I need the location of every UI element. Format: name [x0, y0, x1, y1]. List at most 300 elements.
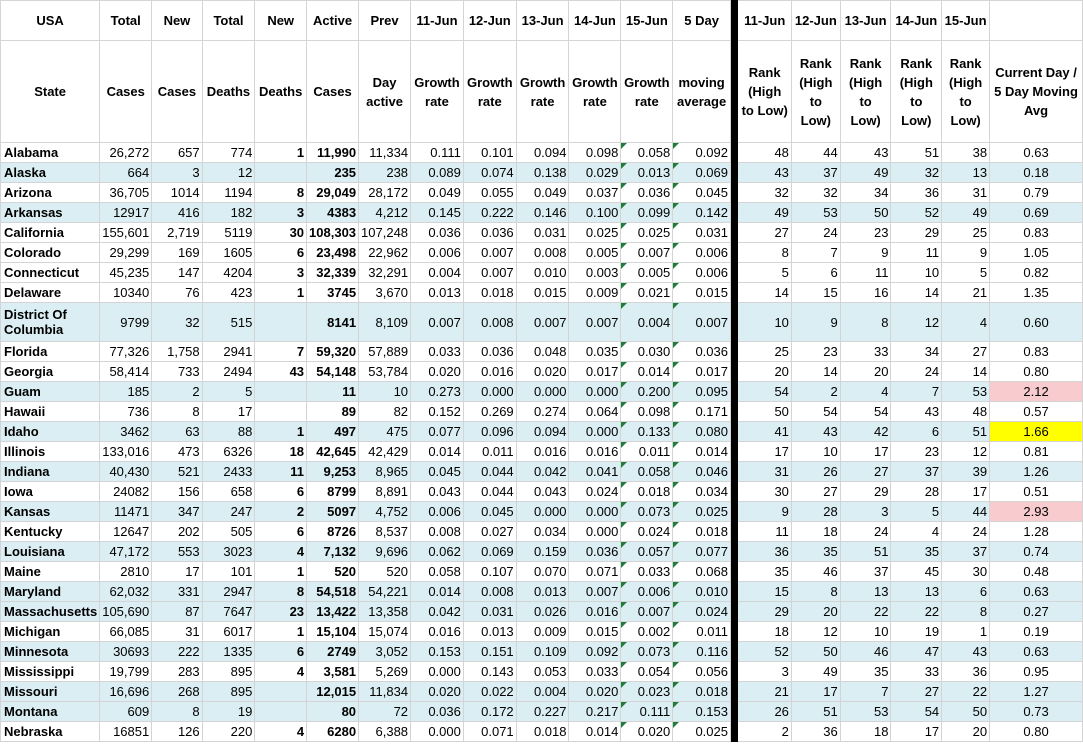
data-cell: 0.006 [411, 243, 464, 263]
state-name-cell: Idaho [1, 422, 100, 442]
current-vs-avg-cell: 0.60 [990, 303, 1083, 342]
state-name-cell: Florida [1, 342, 100, 362]
data-cell: 32,339 [307, 263, 359, 283]
data-cell: 77,326 [100, 342, 152, 362]
data-cell: 6 [255, 522, 307, 542]
state-name-cell: Indiana [1, 462, 100, 482]
state-name-cell: Alabama [1, 143, 100, 163]
data-cell: 11 [307, 382, 359, 402]
data-cell: 0.058 [621, 143, 673, 163]
data-cell: 0.274 [516, 402, 569, 422]
rank-cell: 33 [840, 342, 891, 362]
data-cell: 0.107 [463, 562, 516, 582]
header-label-cell-11: Growth rate [621, 41, 673, 143]
data-cell: 82 [359, 402, 411, 422]
header-label-cell-6: Day active [359, 41, 411, 143]
data-cell: 1 [255, 622, 307, 642]
data-cell: 0.016 [569, 442, 621, 462]
rank-cell: 37 [891, 462, 942, 482]
data-cell: 57,889 [359, 342, 411, 362]
rank-cell: 36 [738, 542, 791, 562]
current-vs-avg-cell: 0.51 [990, 482, 1083, 502]
data-cell: 0.007 [463, 243, 516, 263]
rank-cell: 5 [891, 502, 942, 522]
data-cell: 0.007 [673, 303, 731, 342]
rank-cell: 14 [891, 283, 942, 303]
rank-cell: 4 [840, 382, 891, 402]
data-cell: 12647 [100, 522, 152, 542]
rank-cell: 23 [891, 442, 942, 462]
rank-cell: 20 [791, 602, 840, 622]
data-cell: 521 [152, 462, 202, 482]
table-row [1, 382, 1083, 402]
rank-cell: 24 [840, 522, 891, 542]
data-cell: 0.000 [569, 502, 621, 522]
data-cell: 0.092 [569, 642, 621, 662]
data-cell: 43 [255, 362, 307, 382]
data-cell: 30693 [100, 642, 152, 662]
data-cell: 42,645 [307, 442, 359, 462]
data-cell: 3 [255, 263, 307, 283]
data-cell: 895 [202, 682, 255, 702]
data-cell: 0.043 [516, 482, 569, 502]
data-cell: 0.024 [621, 522, 673, 542]
data-cell: 42,429 [359, 442, 411, 462]
data-cell: 0.007 [621, 243, 673, 263]
rank-cell: 27 [791, 482, 840, 502]
header-top-cell-8: 12-Jun [463, 1, 516, 41]
header-top-cell-7: 11-Jun [411, 1, 464, 41]
rank-cell: 7 [840, 682, 891, 702]
data-cell: 6 [255, 243, 307, 263]
state-name-cell: Kentucky [1, 522, 100, 542]
rank-cell: 18 [791, 522, 840, 542]
rank-cell: 17 [942, 482, 990, 502]
rank-cell: 21 [942, 283, 990, 303]
table-row [1, 722, 1083, 742]
table-row [1, 342, 1083, 362]
data-cell: 0.017 [673, 362, 731, 382]
data-cell: 423 [202, 283, 255, 303]
data-cell: 54,518 [307, 582, 359, 602]
data-cell: 0.171 [673, 402, 731, 422]
data-cell: 62,032 [100, 582, 152, 602]
data-cell: 1 [255, 422, 307, 442]
header-label-cell-3: Deaths [202, 41, 255, 143]
table-row [1, 143, 1083, 163]
header-label-cell-5: Cases [307, 41, 359, 143]
data-cell: 0.073 [621, 642, 673, 662]
data-cell: 222 [152, 642, 202, 662]
data-cell: 0.008 [411, 522, 464, 542]
rank-cell: 1 [942, 622, 990, 642]
data-cell: 7,132 [307, 542, 359, 562]
data-cell: 16,696 [100, 682, 152, 702]
data-cell: 0.031 [463, 602, 516, 622]
data-cell: 36,705 [100, 183, 152, 203]
data-cell: 0.111 [621, 702, 673, 722]
data-cell: 0.200 [621, 382, 673, 402]
data-cell: 0.035 [569, 342, 621, 362]
data-cell: 0.145 [411, 203, 464, 223]
header-top-cell-2: New [152, 1, 202, 41]
current-vs-avg-cell: 0.82 [990, 263, 1083, 283]
data-cell: 0.071 [463, 722, 516, 742]
current-vs-avg-cell: 2.12 [990, 382, 1083, 402]
state-name-cell: Georgia [1, 362, 100, 382]
data-cell: 11,834 [359, 682, 411, 702]
rank-cell: 45 [891, 562, 942, 582]
rank-cell: 24 [891, 362, 942, 382]
data-cell: 238 [359, 163, 411, 183]
divider-column [730, 522, 737, 542]
divider-column [730, 263, 737, 283]
state-name-cell: Connecticut [1, 263, 100, 283]
header-top-cell-10: 14-Jun [569, 1, 621, 41]
data-cell: 0.005 [621, 263, 673, 283]
data-cell: 3,581 [307, 662, 359, 682]
rank-cell: 10 [840, 622, 891, 642]
data-cell: 107,248 [359, 223, 411, 243]
header-label-cell-1: Cases [100, 41, 152, 143]
data-cell: 0.007 [569, 582, 621, 602]
data-cell: 4204 [202, 263, 255, 283]
data-cell: 5,269 [359, 662, 411, 682]
rank-cell: 54 [791, 402, 840, 422]
rank-cell: 30 [738, 482, 791, 502]
table-row [1, 462, 1083, 482]
current-vs-avg-cell: 0.80 [990, 722, 1083, 742]
data-cell: 13,358 [359, 602, 411, 622]
rank-cell: 51 [791, 702, 840, 722]
data-cell: 347 [152, 502, 202, 522]
data-cell: 31 [152, 622, 202, 642]
current-vs-avg-cell: 0.18 [990, 163, 1083, 183]
rank-cell: 5 [738, 263, 791, 283]
data-cell: 0.014 [411, 442, 464, 462]
table-body [1, 143, 1083, 742]
rank-cell: 39 [942, 462, 990, 482]
divider-column [730, 243, 737, 263]
table-row [1, 642, 1083, 662]
rank-cell: 49 [738, 203, 791, 223]
data-cell: 40,430 [100, 462, 152, 482]
header-label-cell-12: moving average [673, 41, 731, 143]
data-cell: 0.111 [411, 143, 464, 163]
data-cell: 0.000 [569, 422, 621, 442]
rank-cell: 6 [791, 263, 840, 283]
data-cell: 11 [255, 462, 307, 482]
data-cell: 88 [202, 422, 255, 442]
data-cell: 5119 [202, 223, 255, 243]
rank-cell: 35 [738, 562, 791, 582]
rank-cell: 17 [891, 722, 942, 742]
data-cell: 4383 [307, 203, 359, 223]
table-row [1, 542, 1083, 562]
data-cell: 0.030 [621, 342, 673, 362]
data-cell: 0.014 [673, 442, 731, 462]
data-cell: 8141 [307, 303, 359, 342]
table-row [1, 263, 1083, 283]
data-cell: 0.094 [516, 143, 569, 163]
current-vs-avg-cell: 0.79 [990, 183, 1083, 203]
rank-cell: 43 [942, 642, 990, 662]
data-cell: 2947 [202, 582, 255, 602]
rank-cell: 43 [791, 422, 840, 442]
table-row [1, 303, 1083, 342]
data-cell: 0.013 [411, 283, 464, 303]
data-cell: 895 [202, 662, 255, 682]
current-vs-avg-cell: 0.63 [990, 642, 1083, 662]
data-cell: 23 [255, 602, 307, 622]
data-cell: 1335 [202, 642, 255, 662]
data-cell: 147 [152, 263, 202, 283]
data-cell: 0.020 [569, 682, 621, 702]
rank-cell: 9 [791, 303, 840, 342]
rank-cell: 36 [891, 183, 942, 203]
divider-column [730, 422, 737, 442]
rank-cell: 23 [840, 223, 891, 243]
rank-cell: 51 [840, 542, 891, 562]
rank-cell: 13 [891, 582, 942, 602]
data-cell: 0.153 [411, 642, 464, 662]
data-cell: 0.026 [516, 602, 569, 622]
data-cell: 8726 [307, 522, 359, 542]
data-cell: 0.004 [621, 303, 673, 342]
header-top-cell-3: Total [202, 1, 255, 41]
data-cell: 0.058 [411, 562, 464, 582]
data-cell: 0.057 [621, 542, 673, 562]
data-cell: 22,962 [359, 243, 411, 263]
data-cell: 0.000 [463, 382, 516, 402]
data-cell: 126 [152, 722, 202, 742]
rank-cell: 26 [791, 462, 840, 482]
data-cell: 774 [202, 143, 255, 163]
table-row [1, 283, 1083, 303]
data-cell: 1014 [152, 183, 202, 203]
data-cell: 0.010 [516, 263, 569, 283]
current-vs-avg-cell: 1.26 [990, 462, 1083, 482]
data-cell: 26,272 [100, 143, 152, 163]
table-row [1, 422, 1083, 442]
data-cell: 2941 [202, 342, 255, 362]
data-cell: 0.020 [411, 682, 464, 702]
header-top-cell-11: 15-Jun [621, 1, 673, 41]
header-label-cell-0: State [1, 41, 100, 143]
data-cell: 0.151 [463, 642, 516, 662]
rank-cell: 20 [942, 722, 990, 742]
current-vs-avg-cell: 1.66 [990, 422, 1083, 442]
header-row-1 [1, 1, 1083, 41]
divider-column [730, 342, 737, 362]
data-cell: 8 [152, 402, 202, 422]
data-cell: 0.048 [516, 342, 569, 362]
data-cell [255, 702, 307, 722]
table-row [1, 442, 1083, 462]
header-label-cell-8: Growth rate [463, 41, 516, 143]
divider-column [730, 482, 737, 502]
data-cell: 23,498 [307, 243, 359, 263]
header-label-cell-14: Rank (High to Low) [738, 41, 791, 143]
rank-cell: 11 [891, 243, 942, 263]
data-cell: 0.007 [569, 303, 621, 342]
rank-cell: 27 [738, 223, 791, 243]
data-cell: 0.044 [463, 462, 516, 482]
data-cell: 10 [359, 382, 411, 402]
data-cell: 0.046 [673, 462, 731, 482]
current-vs-avg-cell: 0.57 [990, 402, 1083, 422]
rank-cell: 15 [791, 283, 840, 303]
divider-column [730, 502, 737, 522]
header-row-2 [1, 41, 1083, 143]
data-cell: 0.015 [569, 622, 621, 642]
data-cell: 0.042 [411, 602, 464, 622]
current-vs-avg-cell: 0.48 [990, 562, 1083, 582]
current-vs-avg-cell: 0.83 [990, 223, 1083, 243]
rank-cell: 6 [942, 582, 990, 602]
data-cell: 0.100 [569, 203, 621, 223]
data-cell: 0.004 [516, 682, 569, 702]
data-cell: 0.043 [411, 482, 464, 502]
data-cell: 0.037 [569, 183, 621, 203]
current-vs-avg-cell: 0.74 [990, 542, 1083, 562]
table-row [1, 203, 1083, 223]
data-cell: 0.116 [673, 642, 731, 662]
data-cell [255, 402, 307, 422]
data-cell: 0.055 [463, 183, 516, 203]
rank-cell: 14 [791, 362, 840, 382]
header-label-cell-4: Deaths [255, 41, 307, 143]
data-cell: 0.015 [673, 283, 731, 303]
data-cell: 0.010 [673, 582, 731, 602]
data-cell: 6,388 [359, 722, 411, 742]
state-name-cell: Iowa [1, 482, 100, 502]
data-cell: 0.054 [621, 662, 673, 682]
data-cell: 6 [255, 642, 307, 662]
rank-cell: 27 [891, 682, 942, 702]
data-cell: 12 [202, 163, 255, 183]
data-cell: 0.070 [516, 562, 569, 582]
data-cell: 0.020 [411, 362, 464, 382]
data-cell: 268 [152, 682, 202, 702]
divider-column [730, 442, 737, 462]
data-cell: 3 [255, 203, 307, 223]
rank-cell: 18 [840, 722, 891, 742]
data-cell: 0.009 [569, 283, 621, 303]
data-cell: 8,109 [359, 303, 411, 342]
rank-cell: 29 [891, 223, 942, 243]
data-cell: 15,104 [307, 622, 359, 642]
header-top-cell-14: 11-Jun [738, 1, 791, 41]
data-cell: 28,172 [359, 183, 411, 203]
data-cell: 0.015 [516, 283, 569, 303]
data-cell: 2494 [202, 362, 255, 382]
rank-cell: 35 [791, 542, 840, 562]
data-cell: 0.013 [463, 622, 516, 642]
data-cell: 0.074 [463, 163, 516, 183]
rank-cell: 24 [791, 223, 840, 243]
data-cell: 0.045 [463, 502, 516, 522]
data-cell: 0.018 [673, 682, 731, 702]
data-cell: 0.031 [673, 223, 731, 243]
rank-cell: 8 [738, 243, 791, 263]
data-cell: 0.092 [673, 143, 731, 163]
data-cell: 0.217 [569, 702, 621, 722]
data-cell: 497 [307, 422, 359, 442]
data-cell: 0.222 [463, 203, 516, 223]
current-vs-avg-cell: 1.05 [990, 243, 1083, 263]
rank-cell: 7 [891, 382, 942, 402]
rank-cell: 17 [791, 682, 840, 702]
rank-cell: 5 [942, 263, 990, 283]
header-top-cell-5: Active [307, 1, 359, 41]
data-cell: 156 [152, 482, 202, 502]
rank-cell: 28 [791, 502, 840, 522]
data-cell: 736 [100, 402, 152, 422]
data-cell: 0.000 [516, 502, 569, 522]
data-cell: 0.034 [516, 522, 569, 542]
state-name-cell: Mississippi [1, 662, 100, 682]
data-cell: 416 [152, 203, 202, 223]
rank-cell: 18 [738, 622, 791, 642]
rank-cell: 25 [738, 342, 791, 362]
data-cell: 1 [255, 143, 307, 163]
rank-cell: 11 [840, 263, 891, 283]
rank-cell: 19 [891, 622, 942, 642]
data-cell: 0.014 [569, 722, 621, 742]
rank-cell: 35 [891, 542, 942, 562]
data-cell: 108,303 [307, 223, 359, 243]
header-top-cell-1: Total [100, 1, 152, 41]
data-cell: 0.011 [463, 442, 516, 462]
rank-cell: 28 [891, 482, 942, 502]
data-cell: 13,422 [307, 602, 359, 622]
data-cell: 0.152 [411, 402, 464, 422]
divider-column [730, 642, 737, 662]
header-label-cell-18: Rank (High to Low) [942, 41, 990, 143]
rank-cell: 11 [738, 522, 791, 542]
rank-cell: 6 [891, 422, 942, 442]
data-cell: 0.000 [516, 382, 569, 402]
data-cell: 45,235 [100, 263, 152, 283]
divider-column [730, 462, 737, 482]
table-row [1, 662, 1083, 682]
data-cell: 7647 [202, 602, 255, 622]
rank-cell: 53 [791, 203, 840, 223]
data-cell: 8,965 [359, 462, 411, 482]
rank-cell: 44 [791, 143, 840, 163]
rank-cell: 32 [738, 183, 791, 203]
data-cell: 0.002 [621, 622, 673, 642]
data-cell: 0.045 [673, 183, 731, 203]
rank-cell: 54 [840, 402, 891, 422]
divider-column [730, 41, 737, 143]
rank-cell: 36 [791, 722, 840, 742]
rank-cell: 4 [942, 303, 990, 342]
data-cell: 87 [152, 602, 202, 622]
rank-cell: 26 [738, 702, 791, 722]
data-cell: 0.016 [411, 622, 464, 642]
data-cell: 0.077 [411, 422, 464, 442]
data-cell: 8 [255, 183, 307, 203]
data-cell: 0.089 [411, 163, 464, 183]
rank-cell: 12 [791, 622, 840, 642]
data-cell: 30 [255, 223, 307, 243]
divider-column [730, 702, 737, 722]
rank-cell: 9 [942, 243, 990, 263]
data-cell: 0.014 [411, 582, 464, 602]
table-row [1, 702, 1083, 722]
